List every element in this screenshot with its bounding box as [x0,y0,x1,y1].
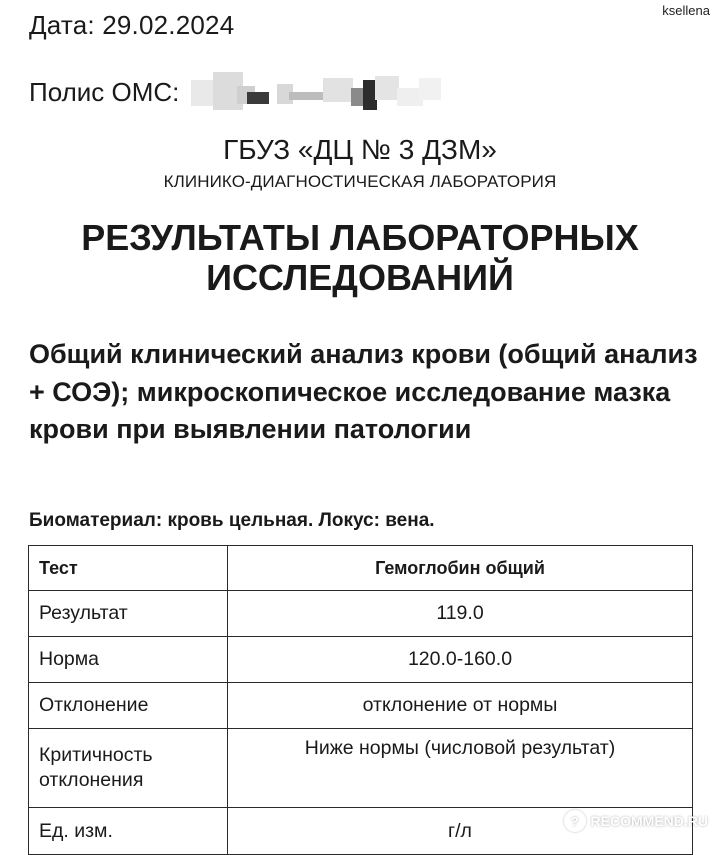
recommend-logo-icon: ? [564,810,586,832]
date-line [29,10,234,41]
row-label-norm: Норма [29,637,228,683]
row-label-result: Результат [29,591,228,637]
policy-label: Полис ОМС: [29,76,180,107]
row-label-test: Тест [29,546,228,591]
table-row-result [29,591,693,637]
row-label-units: Ед. изм. [29,808,228,855]
page-title-line2: ИССЛЕДОВАНИЙ [206,257,514,298]
table-row-criticality [29,729,693,808]
username-watermark: ksellena [662,3,710,18]
table-row-deviation [29,683,693,729]
date-label: Дата: [29,10,95,40]
table-row-norm [29,637,693,683]
page-title [0,218,720,298]
table-row-test [29,546,693,591]
page-title-line1: РЕЗУЛЬТАТЫ ЛАБОРАТОРНЫХ [81,217,639,258]
laboratory-name: КЛИНИКО-ДИАГНОСТИЧЕСКАЯ ЛАБОРАТОРИЯ [163,172,557,191]
results-table [28,545,693,855]
row-value-norm: 120.0-160.0 [228,637,693,683]
row-value-result: 119.0 [228,591,693,637]
policy-line [29,72,447,112]
biomaterial-note: Биоматериал: кровь цельная. Локус: вена. [29,510,435,531]
date-value: 29.02.2024 [102,10,235,40]
row-label-deviation: Отклонение [29,683,228,729]
row-value-units: г/л [228,808,693,855]
row-value-criticality: Ниже нормы (числовой результат) [228,729,693,808]
recommend-watermark [564,810,708,832]
row-value-deviation: отклонение от нормы [228,683,693,729]
analysis-name: Общий клинический анализ крови (общий анализ + СОЭ); микроскопическое исследование мазка крови при выявлении патологии [29,339,698,444]
row-value-test: Гемоглобин общий [228,546,693,591]
recommend-logo-text: RECOMMEND.RU [590,813,708,829]
policy-number-redacted [185,72,447,112]
organization-name: ГБУЗ «ДЦ № 3 ДЗМ» [223,134,497,165]
row-label-criticality: Критичность отклонения [29,729,228,808]
